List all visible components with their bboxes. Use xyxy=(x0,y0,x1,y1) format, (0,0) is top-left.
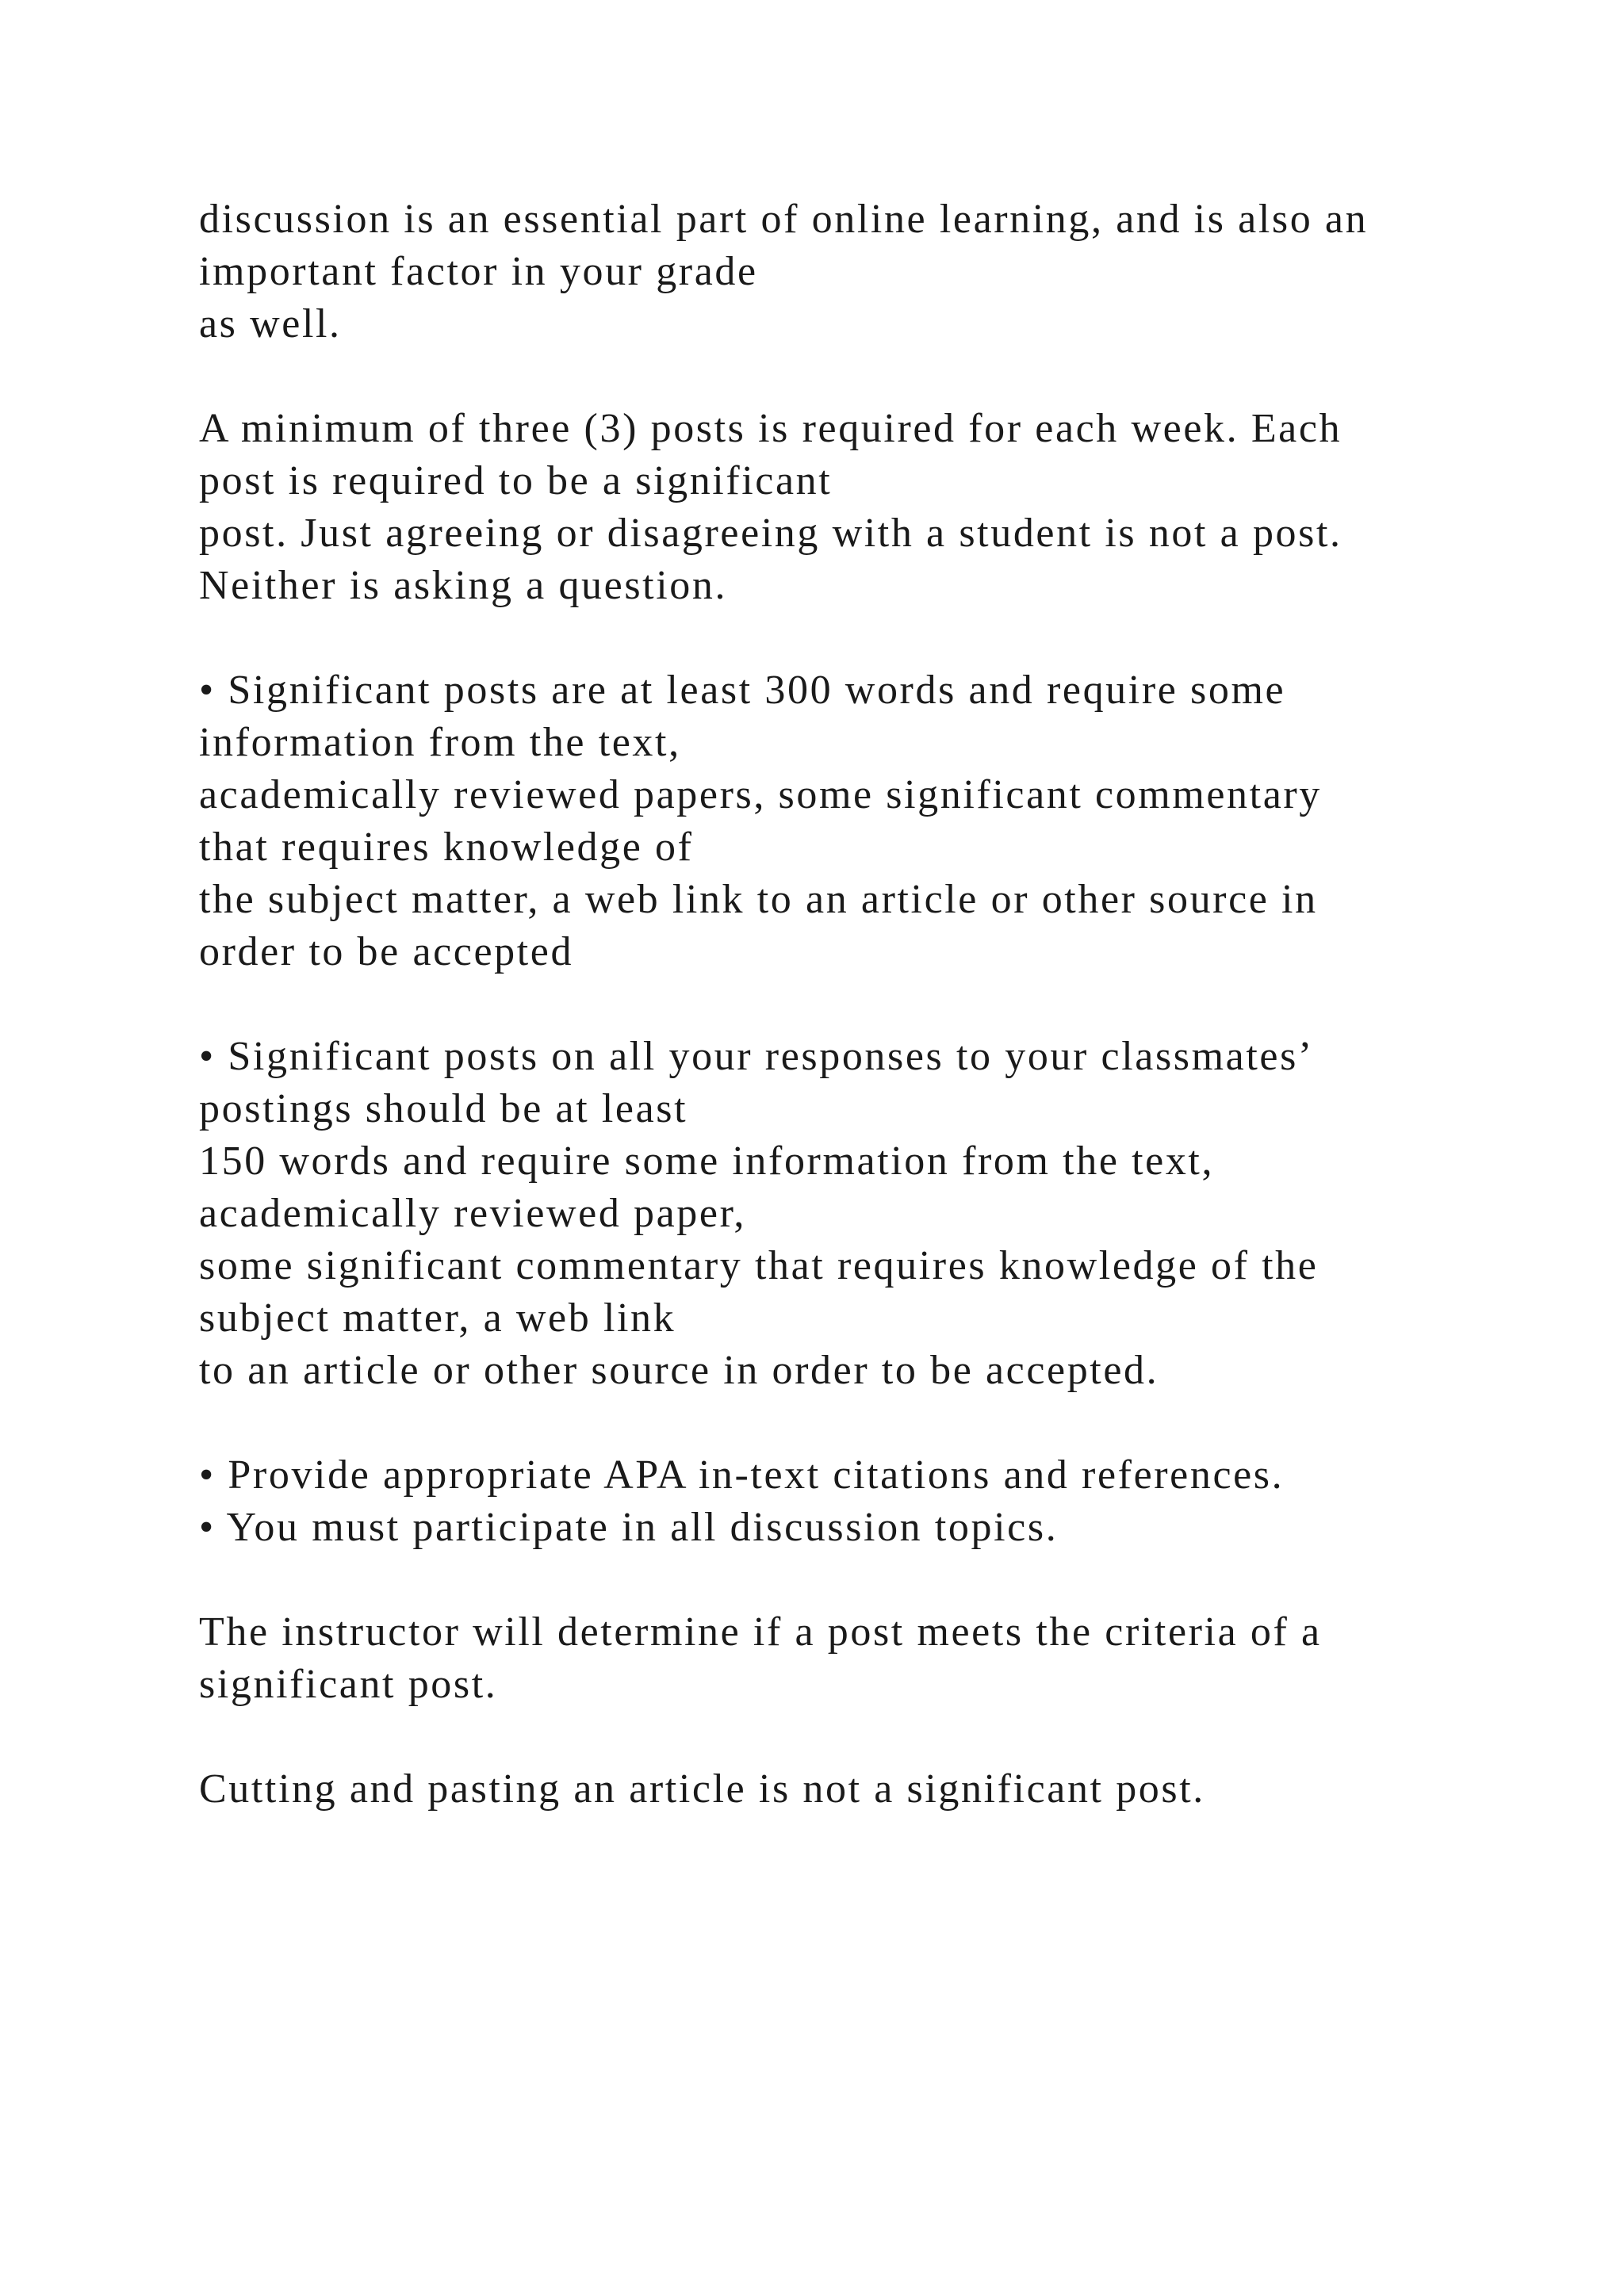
paragraph-gap xyxy=(199,1397,1563,1449)
text-line: academically reviewed papers, some significant commentary xyxy=(199,772,1322,817)
text-line: to an article or other source in order to be accepted. xyxy=(199,1348,1159,1393)
text-line: • You must participate in all discussion topics. xyxy=(199,1505,1059,1550)
text-line: Cutting and pasting an article is not a significant post. xyxy=(199,1766,1205,1812)
text-line: • Provide appropriate APA in-text citations and references. xyxy=(199,1452,1285,1498)
text-line: • Significant posts on all your responses to your classmates’ xyxy=(199,1034,1314,1079)
bullet-citations-participation xyxy=(199,1449,1563,1554)
text-line: some significant commentary that requires knowledge of the xyxy=(199,1243,1319,1288)
text-line: the subject matter, a web link to an article or other source in xyxy=(199,877,1318,922)
paragraph-instructor-criteria xyxy=(199,1606,1563,1711)
text-line: order to be accepted xyxy=(199,929,574,974)
text-line: subject matter, a web link xyxy=(199,1295,676,1341)
text-line: important factor in your grade xyxy=(199,249,758,294)
text-line: academically reviewed paper, xyxy=(199,1191,747,1236)
paragraph-gap xyxy=(199,978,1563,1031)
bullet-significant-posts xyxy=(199,664,1563,978)
text-line: A minimum of three (3) posts is required for each week. Each xyxy=(199,406,1342,451)
text-line: post is required to be a significant xyxy=(199,458,833,503)
paragraph-gap xyxy=(199,612,1563,664)
paragraph-minimum-posts xyxy=(199,403,1563,612)
document-body xyxy=(199,193,1563,1816)
bullet-response-posts xyxy=(199,1031,1563,1397)
text-line: 150 words and require some information from the text, xyxy=(199,1138,1215,1184)
text-line: as well. xyxy=(199,301,342,346)
paragraph-cutting-pasting xyxy=(199,1763,1563,1816)
paragraph-gap xyxy=(199,1711,1563,1763)
text-line: • Significant posts are at least 300 words and require some xyxy=(199,668,1286,713)
paragraph-discussion-intro xyxy=(199,193,1563,350)
text-line: that requires knowledge of xyxy=(199,825,694,870)
text-line: post. Just agreeing or disagreeing with a student is not a post. xyxy=(199,511,1342,556)
text-line: Neither is asking a question. xyxy=(199,563,728,608)
paragraph-gap xyxy=(199,350,1563,403)
text-line: information from the text, xyxy=(199,720,681,765)
text-line: discussion is an essential part of online learning, and is also an xyxy=(199,197,1369,242)
text-line: The instructor will determine if a post meets the criteria of a xyxy=(199,1609,1322,1655)
text-line: significant post. xyxy=(199,1662,498,1707)
paragraph-gap xyxy=(199,1554,1563,1606)
text-line: postings should be at least xyxy=(199,1086,688,1131)
